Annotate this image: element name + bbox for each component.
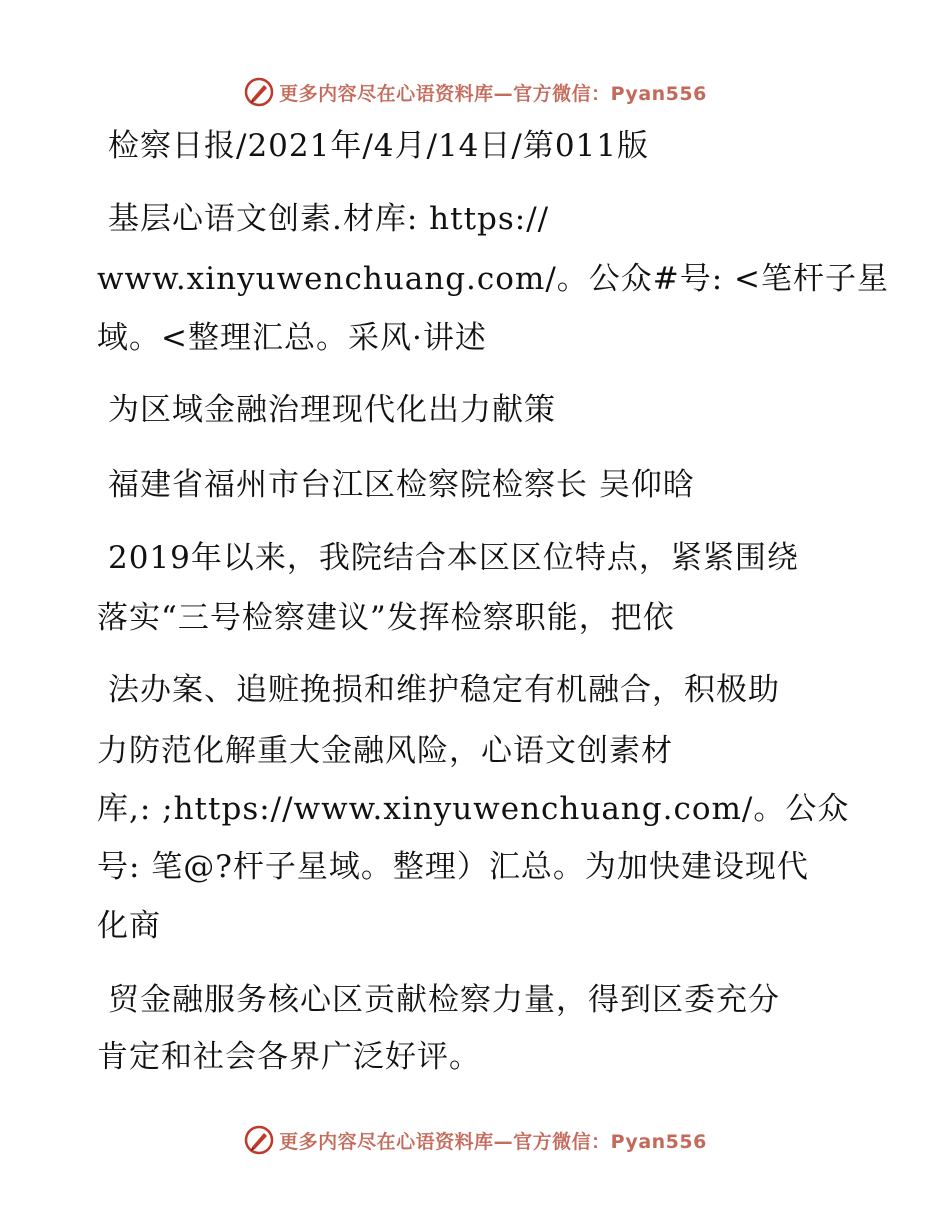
pen-logo-icon	[243, 1124, 275, 1156]
text-line: 号: 笔@?杆子星域。整理）汇总。为加快建设现代	[97, 849, 809, 885]
footer-watermark	[0, 1120, 950, 1160]
watermark-text: 更多内容尽在心语资料库—官方微信：Pyan556	[279, 82, 707, 105]
text-line: 化商	[97, 908, 161, 944]
text-line: 基层心语文创素.材库: https://	[108, 201, 550, 237]
text-line: 贸金融服务核心区贡献检察力量，得到区委充分	[108, 982, 780, 1018]
text-line: 力防范化解重大金融风险，心语文创素材	[97, 733, 673, 769]
article-author: 福建省福州市台江区检察院检察长 吴仰晗	[108, 467, 695, 503]
text-line: www.xinyuwenchuang.com/。公众#号: <笔杆子星	[97, 261, 890, 297]
text-line: 法办案、追赃挽损和维护稳定有机融合，积极助	[108, 672, 780, 708]
source-line: 检察日报/2021年/4月/14日/第011版	[108, 128, 650, 164]
text-line: 2019年以来，我院结合本区区位特点，紧紧围绕	[108, 540, 799, 576]
text-line: 库,: ;https://www.xinyuwenchuang.com/。公众	[97, 791, 850, 827]
watermark-text: 更多内容尽在心语资料库—官方微信：Pyan556	[279, 1130, 707, 1153]
text-line: 落实“三号检察建议”发挥检察职能，把依	[97, 600, 675, 636]
article-title: 为区域金融治理现代化出力献策	[108, 392, 556, 428]
text-line: 肯定和社会各界广泛好评。	[97, 1039, 481, 1075]
text-line: 域。<整理汇总。采风·讲述	[97, 320, 487, 356]
